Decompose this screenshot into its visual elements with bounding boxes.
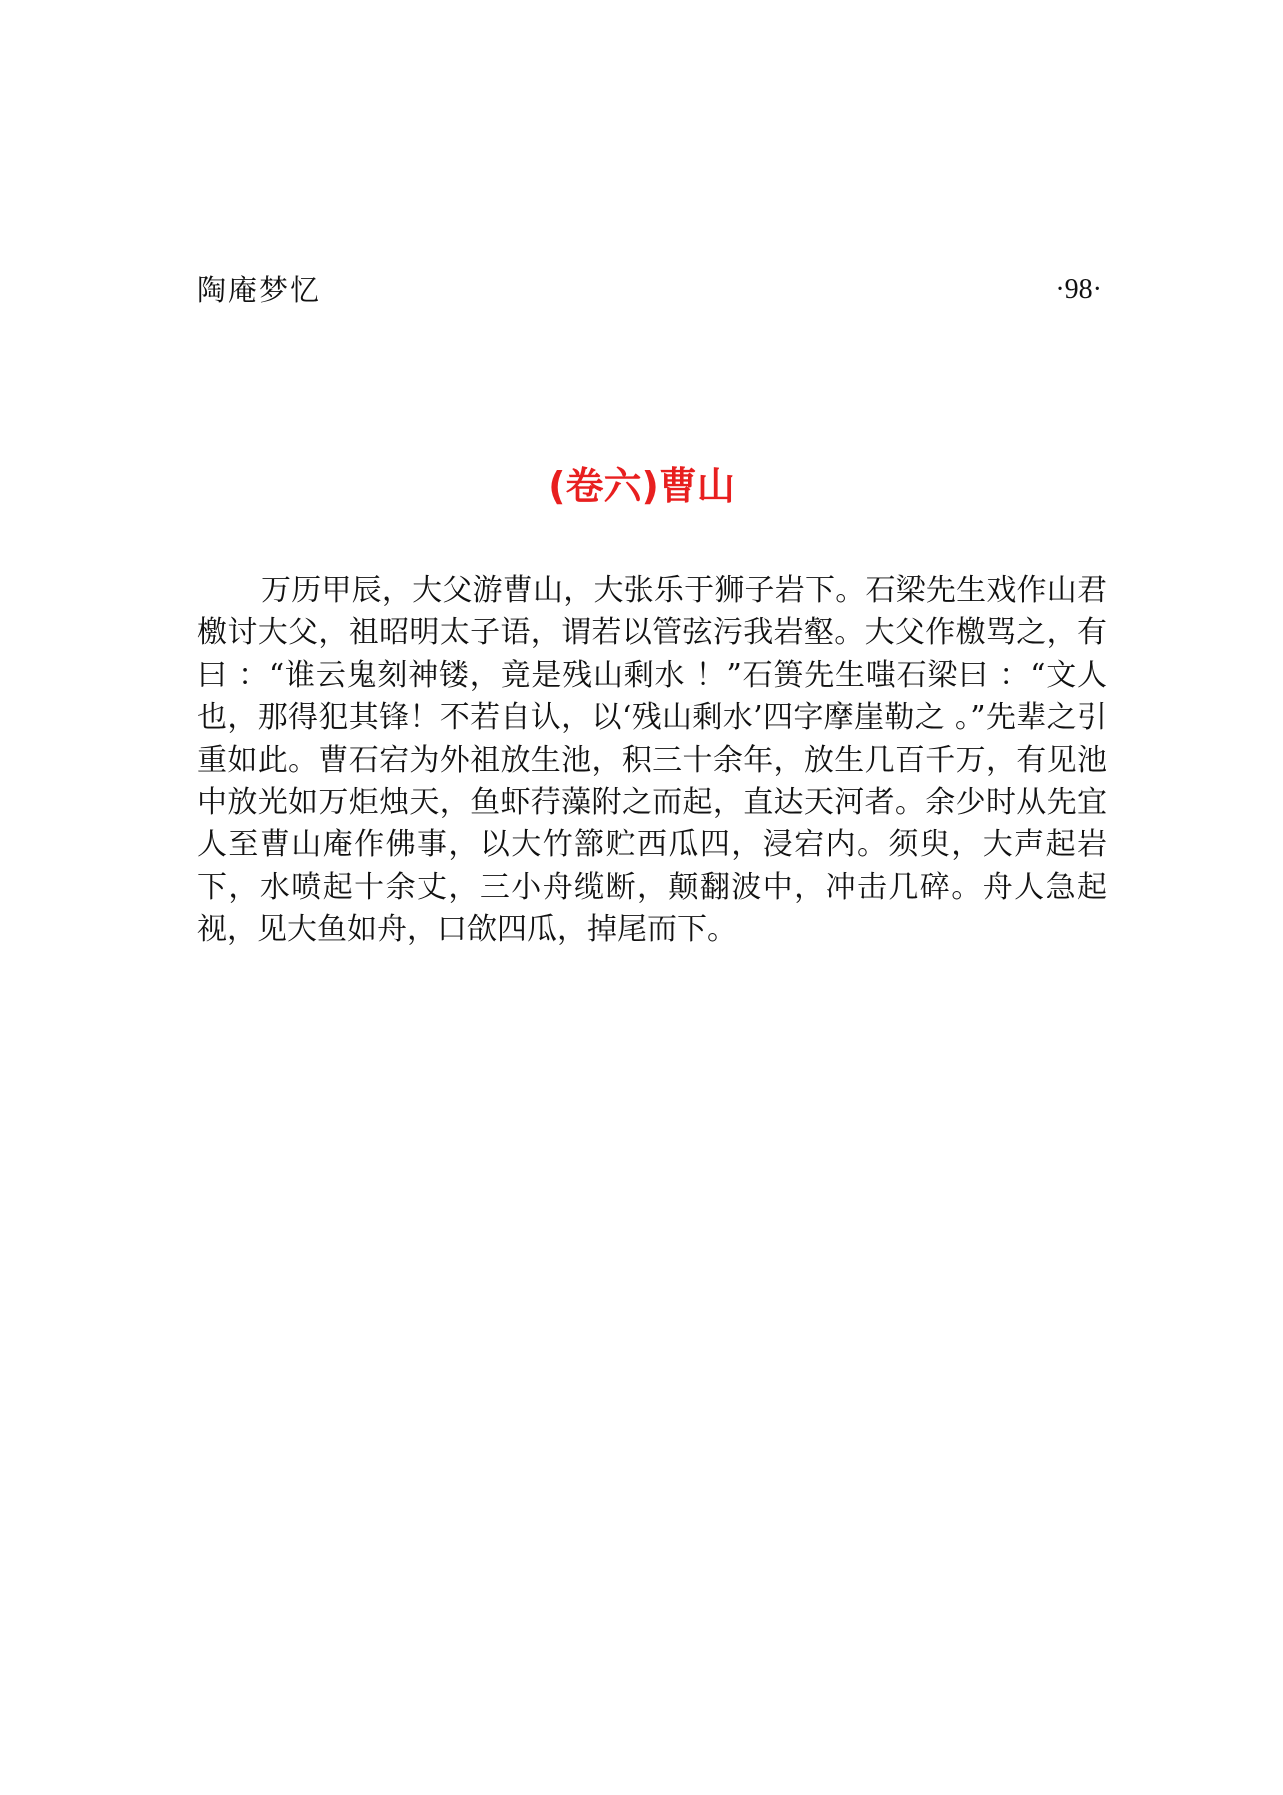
chapter-title: (卷六)曹山 <box>548 464 735 508</box>
running-header <box>197 268 1102 312</box>
book-title: 陶庵梦忆 <box>197 273 322 307</box>
body-paragraph: 万历甲辰，大父游曹山，大张乐于狮子岩下。石梁先生戏作山君檄讨大父，祖昭明太子语，谓若以管弦污我岩壑。大父作檄骂之，有曰 ：“谁云鬼刻神镂，竟是残山剩水 ！”石篑先生嗤石梁曰 ：“文人也，那得犯其锋！不若自认，以‘残山剩水’四字摩崖勒之 。”先辈之引重如此。曹石宕为外祖放生池，积三十余年，放生几百千万，有见池中放光如万炬烛天，鱼虾荇藻附之而起，直达天河者。余少时从先宜人至曹山庵作佛事，以大竹篰贮西瓜四，浸宕内。须臾，大声起岩下，水喷起十余丈，三小舟缆断，颠翻波中，冲击几碎。舟人急起视，见大鱼如舟，口欱四瓜，掉尾而下。 <box>197 573 1107 948</box>
page-number: ·98· <box>1055 274 1102 305</box>
